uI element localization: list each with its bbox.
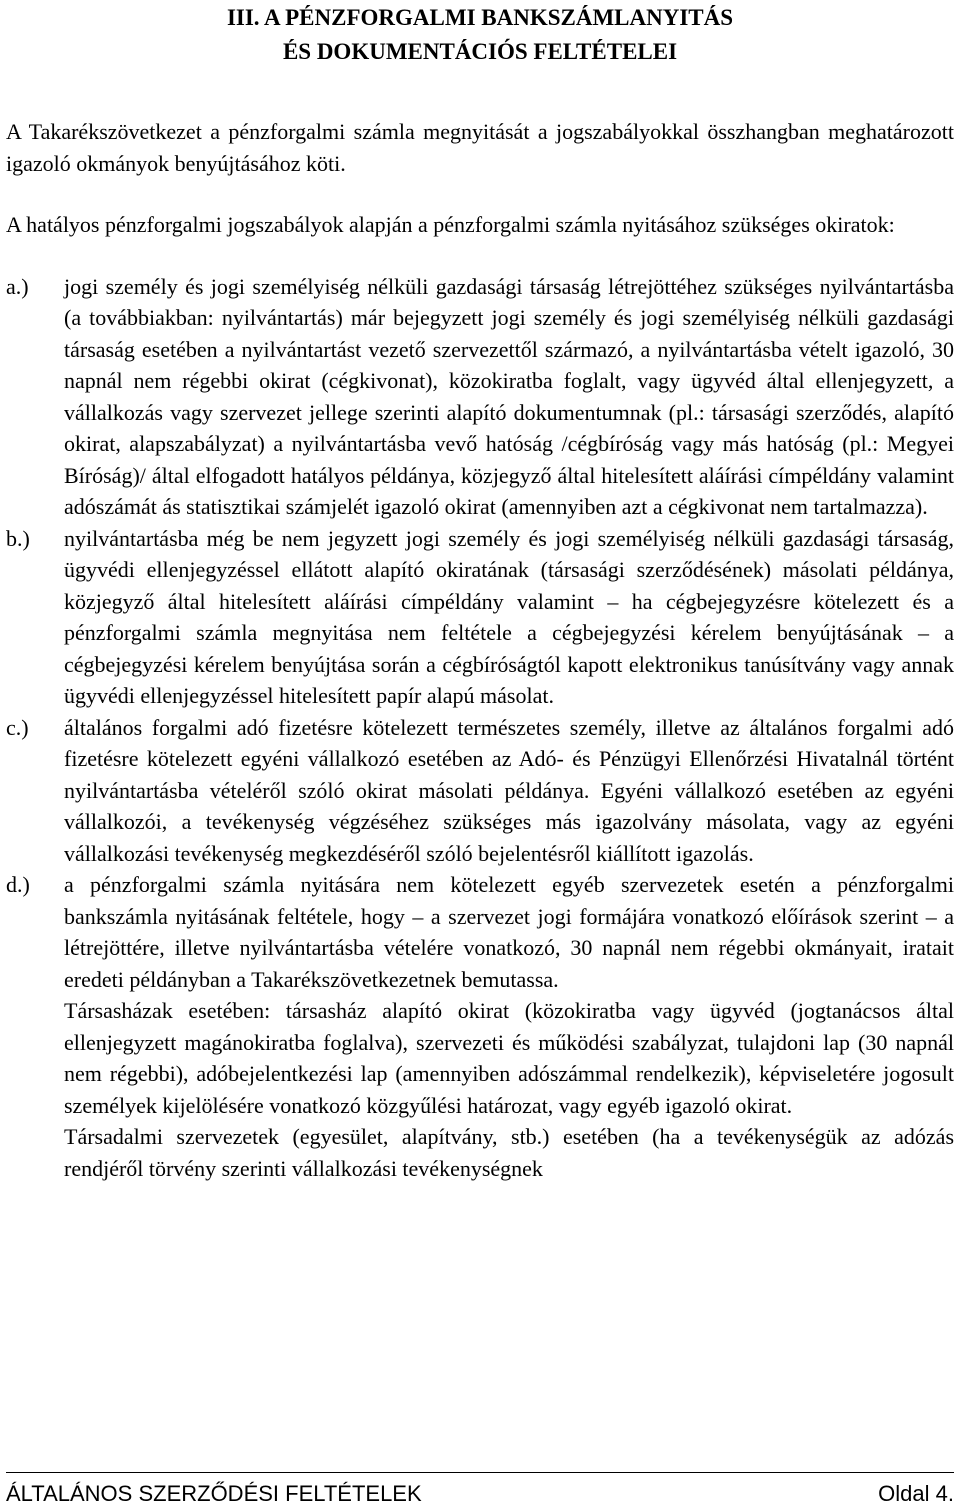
list-item xyxy=(6,869,954,1184)
intro-paragraph: A Takarékszövetkezet a pénzforgalmi számla megnyitását a jogszabályokkal összhangban meghatározott igazoló okmányok benyújtásához köti. xyxy=(6,119,954,176)
page-footer xyxy=(6,1472,954,1507)
list-item xyxy=(6,712,954,870)
list-item-body xyxy=(64,869,954,1184)
list-marker: d.) xyxy=(6,872,30,897)
social-organizations-paragraph: Társadalmi szervezetek (egyesület, alapítvány, stb.) esetében (ha a tevékenységük az adózás rendjéről törvény szerinti vállalkozási tevékenységnek xyxy=(64,1124,954,1181)
intro-paragraph: A hatályos pénzforgalmi jogszabályok alapján a pénzforgalmi számla nyitásához szükséges okiratok: xyxy=(6,212,895,237)
page-number: Oldal 4. xyxy=(878,1481,954,1506)
list-item-text: általános forgalmi adó fizetésre kötelezett természetes személy, illetve az általános forgalmi adó fizetésre kötelezett egyéni vállalkozó esetében az Adó- és Pénzügyi Ellenőrzési Hivatalnál történt nyilvántartásba vételéről szóló okirat másolati példánya. Egyéni vállalkozó esetében az egyéni vállalkozói, a tevékenység végzéséhez szükséges más igazolvány másolata, vagy az egyéni vállalkozási tevékenység megkezdéséről szóló bejelentésről kiállított igazolás. xyxy=(64,714,954,866)
list-marker: a.) xyxy=(6,273,29,299)
required-documents-list xyxy=(6,271,954,1185)
list-marker: c.) xyxy=(6,714,29,740)
document-page xyxy=(6,0,954,1184)
section-title-line1: III. A PÉNZFORGALMI BANKSZÁMLANYITÁS xyxy=(226,5,734,30)
list-item-text: jogi személy és jogi személyiség nélküli gazdasági társaság létrejöttéhez szükséges nyilvántartásba (a továbbiakban: nyilvántartás) már bejegyzett jogi személy és jogi személyiség nélküli gazdasági társaság esetében a nyilvántartást vezető szervezettől származó, a nyilvántartásba vételt igazoló, 30 napnál nem régebbi okirat (cégkivonat), közokiratba foglalt, vagy ügyvéd által ellenjegyzett, a vállalkozás vagy szervezet jellege szerinti alapító dokumentumnak (pl.: társasági szerződés, alapító okirat, alapszabályzat) a nyilvántartásba vevő hatóság /cégbíróság vagy más hatóság (pl.: Megyei Bíróság)/ által elfogadott hatályos példánya, közjegyző által hitelesített aláírási címpéldány valamint adószámát ás statisztikai számjelét igazoló okirat (amennyiben azt a cégkivonat nem tartalmazza). xyxy=(64,273,954,519)
list-item-text: nyilvántartásba még be nem jegyzett jogi személy és jogi személyiség nélküli gazdasági társaság, ügyvédi ellenjegyzéssel ellátott alapító okiratának (társasági szerződésének) másolati példánya, közjegyző által hitelesített aláírási címpéldány valamint – ha cégbejegyzésre kötelezett és a pénzforgalmi számla megnyitása nem feltétele a cégbejegyzési kérelem benyújtásának – a cégbejegyzési kérelem benyújtása során a cégbíróságtól kapott elektronikus tanúsítvány vagy annak ügyvédi ellenjegyzéssel hitelesített papír alapú másolat. xyxy=(64,525,954,708)
list-item xyxy=(6,523,954,712)
list-item xyxy=(6,271,954,523)
list-marker: b.) xyxy=(6,525,30,551)
condominium-paragraph: Társasházak esetében: társasház alapító okirat (közokiratba vagy ügyvéd (jogtanácsos által ellenjegyzett magánokiratba foglalva), szervezeti és működési szabályzat, tulajdoni lap (30 napnál nem régebbi), adóbejelentkezési lap (amennyiben adószámmal rendelkezik), képviseletére jogosult személyek kijelölésére vonatkozó közgyűlési határozat, vagy egyéb igazoló okirat. xyxy=(64,998,954,1118)
footer-title: ÁLTALÁNOS SZERZŐDÉSI FELTÉTELEK xyxy=(6,1481,422,1506)
section-title-line2: ÉS DOKUMENTÁCIÓS FELTÉTELEI xyxy=(282,39,678,64)
list-item-text: a pénzforgalmi számla nyitására nem kötelezett egyéb szervezetek esetén a pénzforgalmi bankszámla nyitásának feltétele, hogy – a szervezet jogi formájára vonatkozó előírások szerint – a létrejöttére, illetve nyilvántartásba vételére vonatkozó, 30 napnál nem régebbi okmányait, iratait eredeti példányban a Takarékszövetkezetnek bemutassa. xyxy=(64,872,954,992)
